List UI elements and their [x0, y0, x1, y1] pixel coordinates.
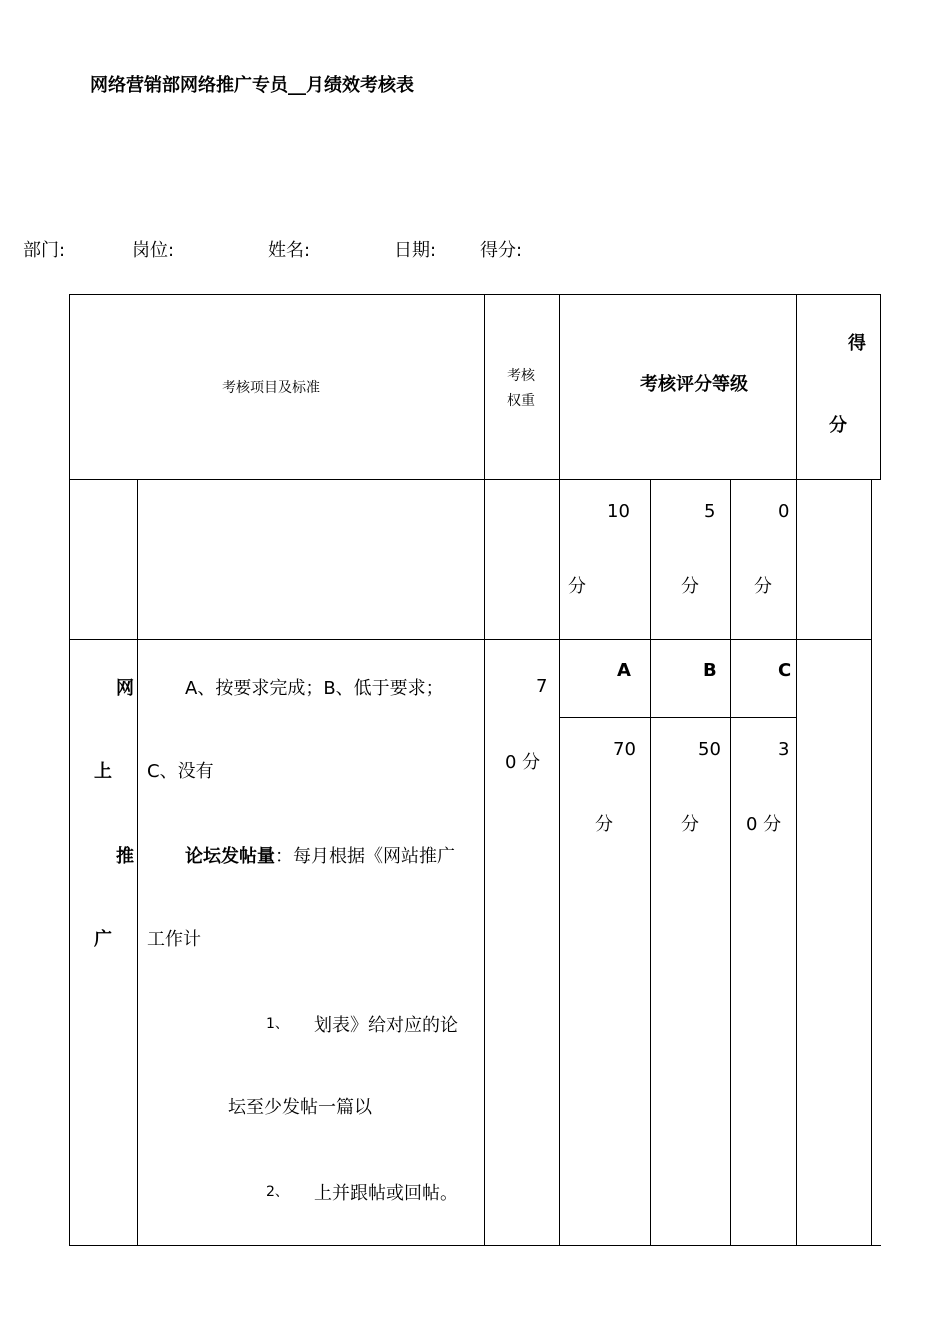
category-char-4: 广 [94, 929, 112, 950]
table-border-top [69, 294, 881, 295]
item-1-text: 划表》给对应的论 [314, 1015, 458, 1036]
grade-c-label: C [778, 660, 792, 681]
grade-c-divider [796, 294, 797, 1246]
table-border-right-body [871, 479, 872, 1246]
header-weight-line1: 考核 [507, 368, 535, 384]
forum-line-2: 工作计 [147, 929, 201, 950]
table-border-right-header [880, 294, 881, 480]
header-weight-line2: 权重 [507, 393, 535, 409]
header-grade: 考核评分等级 [640, 374, 748, 395]
grade-row-divider [560, 717, 796, 718]
grade-b-divider [730, 479, 731, 1246]
forum-text: ：每月根据《网站推广 [275, 846, 455, 867]
table-border-bottom [69, 1245, 881, 1246]
dept-label: 部门: [23, 240, 66, 261]
page-title: 网络营销部网络推广专员__月绩效考核表 [90, 75, 414, 96]
points-b-top: 5 [704, 501, 716, 522]
category-char-3: 推 [116, 846, 134, 867]
grade-c-points-bottom: 0 分 [746, 814, 782, 835]
points-b-bottom: 分 [681, 576, 699, 597]
weight-bottom: 0 分 [505, 752, 541, 773]
item-1-number: 1、 [266, 1016, 289, 1032]
score-label: 得分: [480, 240, 523, 261]
header-items: 考核项目及标准 [222, 380, 320, 396]
criteria-line-1: A、按要求完成；B、低于要求； [185, 678, 444, 699]
table-border-left [69, 294, 70, 1246]
grade-a-label: A [617, 660, 631, 681]
item-2-number: 2、 [266, 1184, 289, 1200]
forum-label: 论坛发帖量 [185, 846, 275, 867]
header-divider [69, 479, 881, 480]
item-1-text-2: 坛至少发帖一篇以 [228, 1097, 372, 1118]
points-c-top: 0 [778, 501, 790, 522]
criteria-divider [484, 294, 485, 1246]
grade-c-points-top: 3 [778, 739, 790, 760]
category-divider [137, 479, 138, 1246]
name-label: 姓名: [268, 240, 311, 261]
points-a-top: 10 [607, 501, 630, 522]
points-a-bottom: 分 [568, 576, 586, 597]
weight-divider [559, 294, 560, 1246]
grade-b-points-bottom: 分 [681, 814, 699, 835]
weight-top: 7 [536, 676, 548, 697]
points-row-divider [69, 639, 872, 640]
forum-line [185, 842, 455, 868]
grade-a-points-bottom: 分 [595, 814, 613, 835]
grade-a-divider [650, 479, 651, 1246]
criteria-line-2: C、没有 [147, 761, 214, 782]
grade-b-label: B [703, 660, 717, 681]
position-label: 岗位: [132, 240, 175, 261]
date-label: 日期: [394, 240, 437, 261]
grade-b-points-top: 50 [698, 739, 721, 760]
category-char-1: 网 [116, 678, 134, 699]
item-2-text: 上并跟帖或回帖。 [314, 1183, 458, 1204]
header-score-line2: 分 [829, 415, 847, 436]
category-char-2: 上 [94, 761, 112, 782]
points-c-bottom: 分 [754, 576, 772, 597]
header-score-line1: 得 [848, 333, 866, 354]
grade-a-points-top: 70 [613, 739, 636, 760]
